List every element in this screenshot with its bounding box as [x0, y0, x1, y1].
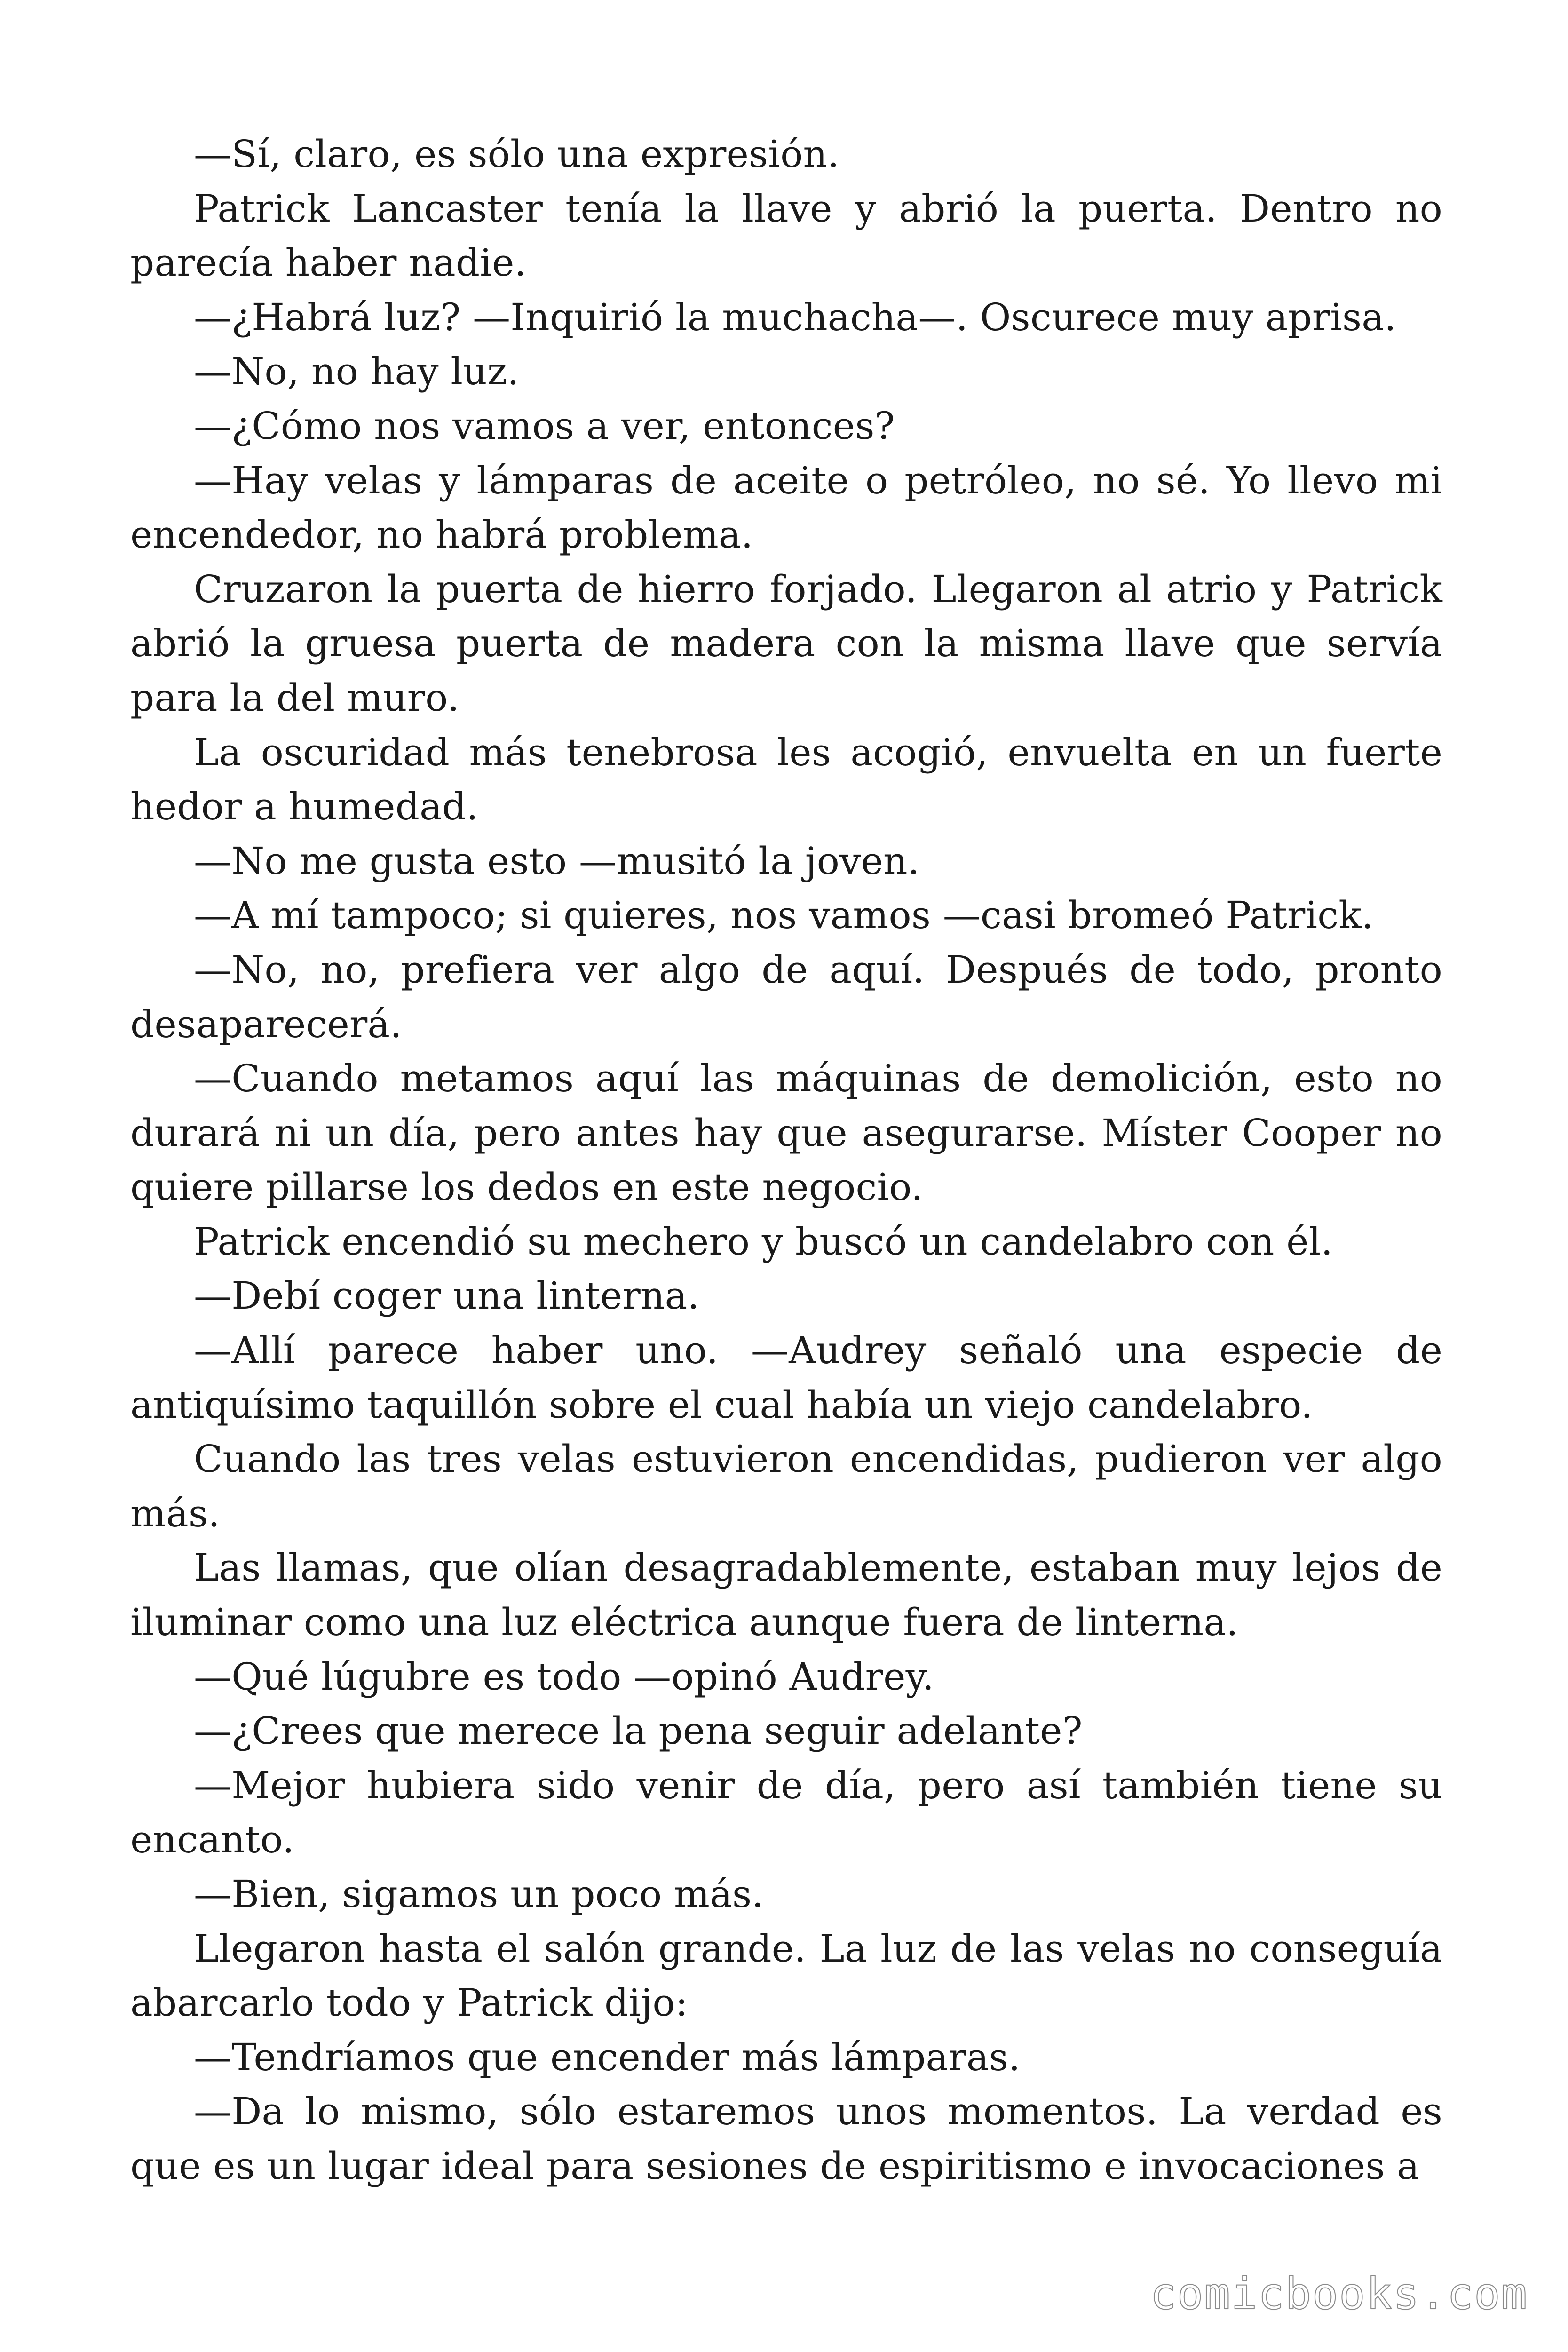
paragraph: —Bien, sigamos un poco más.	[194, 1872, 764, 1916]
paragraph: Llegaron hasta el salón grande. La luz de las velas no conseguía abarcarlo todo y Patrick dijo:	[130, 1926, 1442, 2025]
paragraph: Patrick Lancaster tenía la llave y abrió la puerta. Dentro no parecía haber nadie.	[130, 186, 1442, 285]
page-body	[130, 127, 1442, 2193]
paragraph: —Mejor hubiera sido venir de día, pero así también tiene su encanto.	[130, 1763, 1442, 1862]
paragraph: —Qué lúgubre es todo —opinó Audrey.	[194, 1654, 934, 1699]
paragraph: —No, no hay luz.	[194, 350, 519, 394]
paragraph: —¿Habrá luz? —Inquirió la muchacha—. Oscurece muy aprisa.	[194, 295, 1396, 339]
paragraph: —Tendríamos que encender más lámparas.	[194, 2035, 1021, 2079]
paragraph: —Allí parece haber uno. —Audrey señaló una especie de antiquísimo taquillón sobre el cual había un viejo candelabro.	[130, 1328, 1442, 1427]
paragraph: —Sí, claro, es sólo una expresión.	[194, 132, 839, 176]
paragraph: Cuando las tres velas estuvieron encendidas, pudieron ver algo más.	[130, 1437, 1442, 1535]
paragraph: Cruzaron la puerta de hierro forjado. Llegaron al atrio y Patrick abrió la gruesa puerta de madera con la misma llave que servía para la del muro.	[130, 567, 1442, 720]
paragraph: —No me gusta esto —musitó la joven.	[194, 839, 920, 883]
paragraph: —A mí tampoco; si quieres, nos vamos —casi bromeó Patrick.	[194, 893, 1374, 938]
paragraph: —No, no, prefiera ver algo de aquí. Después de todo, pronto desaparecerá.	[130, 947, 1442, 1046]
paragraph: —Da lo mismo, sólo estaremos unos momentos. La verdad es que es un lugar ideal para sesiones de espiritismo e invocaciones a	[130, 2090, 1442, 2188]
paragraph: —¿Cómo nos vamos a ver, entonces?	[194, 404, 895, 448]
paragraph: —Hay velas y lámparas de aceite o petróleo, no sé. Yo llevo mi encendedor, no habrá problema.	[130, 458, 1442, 557]
paragraph: Las llamas, que olían desagradablemente, estaban muy lejos de iluminar como una luz eléctrica aunque fuera de linterna.	[130, 1546, 1442, 1645]
paragraph: Patrick encendió su mechero y buscó un candelabro con él.	[194, 1219, 1333, 1263]
paragraph: —¿Crees que merece la pena seguir adelante?	[194, 1709, 1083, 1753]
paragraph: —Cuando metamos aquí las máquinas de demolición, esto no durará ni un día, pero antes hay que asegurarse. Míster Cooper no quiere pillarse los dedos en este negocio.	[130, 1057, 1442, 1209]
paragraph: La oscuridad más tenebrosa les acogió, envuelta en un fuerte hedor a humedad.	[130, 730, 1442, 829]
watermark: comicbooks.com	[1150, 2269, 1528, 2319]
paragraph: —Debí coger una linterna.	[194, 1274, 700, 1318]
